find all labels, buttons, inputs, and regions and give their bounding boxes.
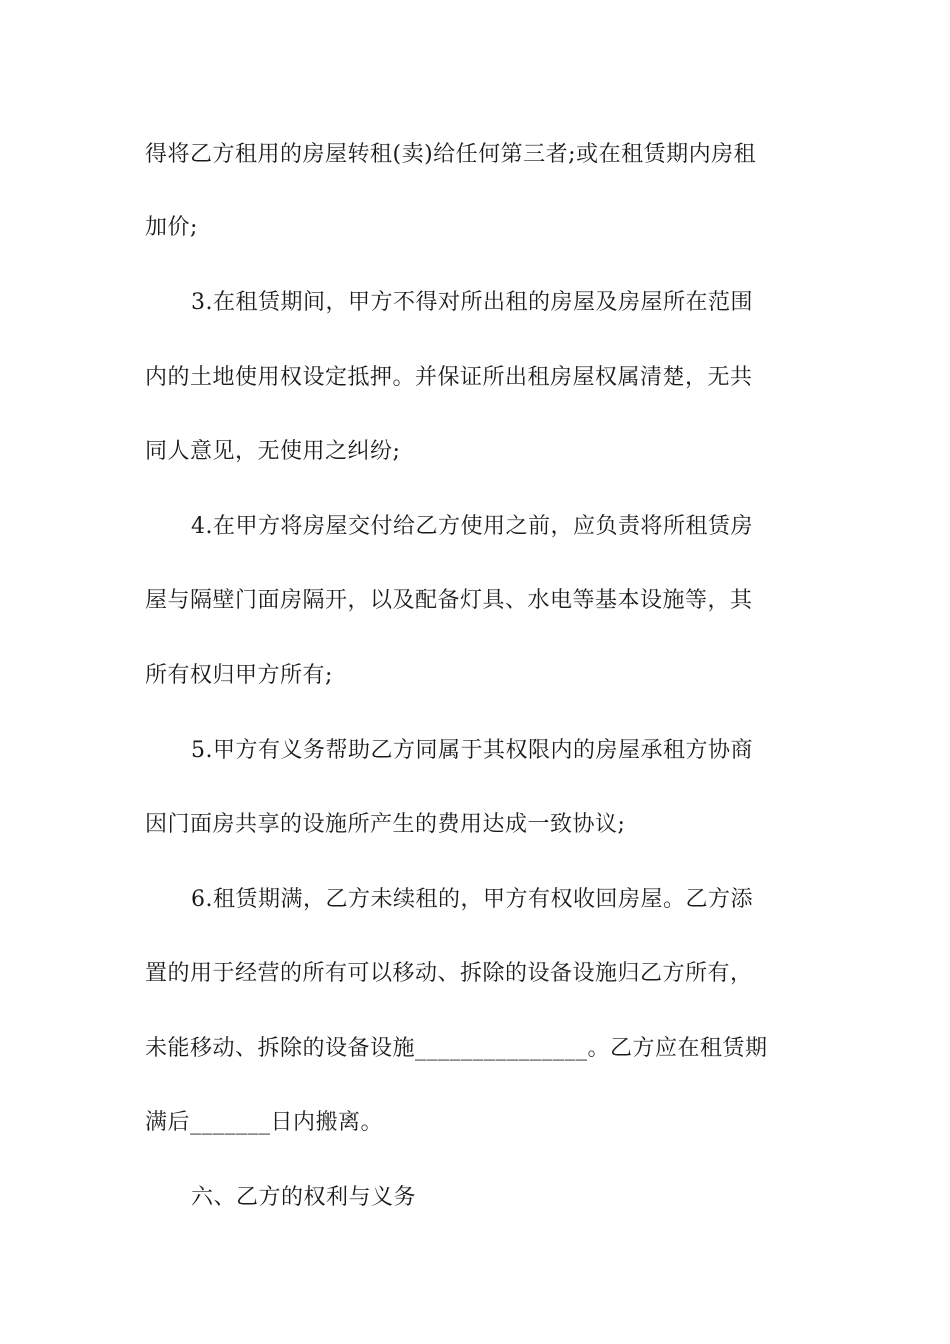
paragraph-item-6: 6.租赁期满，乙方未续租的，甲方有权收回房屋。乙方添 [191,887,753,912]
text-line: 加价; [145,215,198,240]
text-line: 所有权归甲方所有; [145,663,333,688]
paragraph-item-4: 4.在甲方将房屋交付给乙方使用之前，应负责将所租赁房 [191,514,753,539]
text-line: 置的用于经营的所有可以移动、拆除的设备设施归乙方所有， [145,961,753,986]
text-line: 得将乙方租用的房屋转租(卖)给任何第三者;或在租赁期内房租 [145,142,757,167]
text-line: 因门面房共享的设施所产生的费用达成一致协议; [145,812,626,837]
paragraph-item-3: 3.在租赁期间，甲方不得对所出租的房屋及房屋所在范围 [191,290,753,315]
text-line: 未能移动、拆除的设备设施_______________。乙方应在租赁期 [145,1036,768,1061]
text-line: 满后_______日内搬离。 [145,1110,384,1135]
paragraph-item-5: 5.甲方有义务帮助乙方同属于其权限内的房屋承租方协商 [191,738,753,763]
text-line: 同人意见，无使用之纠纷; [145,439,401,464]
text-line: 内的土地使用权设定抵押。并保证所出租房屋权属清楚，无共 [145,365,753,390]
text-line: 屋与隔壁门面房隔开，以及配备灯具、水电等基本设施等，其 [145,588,753,613]
section-heading: 六、乙方的权利与义务 [191,1185,417,1210]
